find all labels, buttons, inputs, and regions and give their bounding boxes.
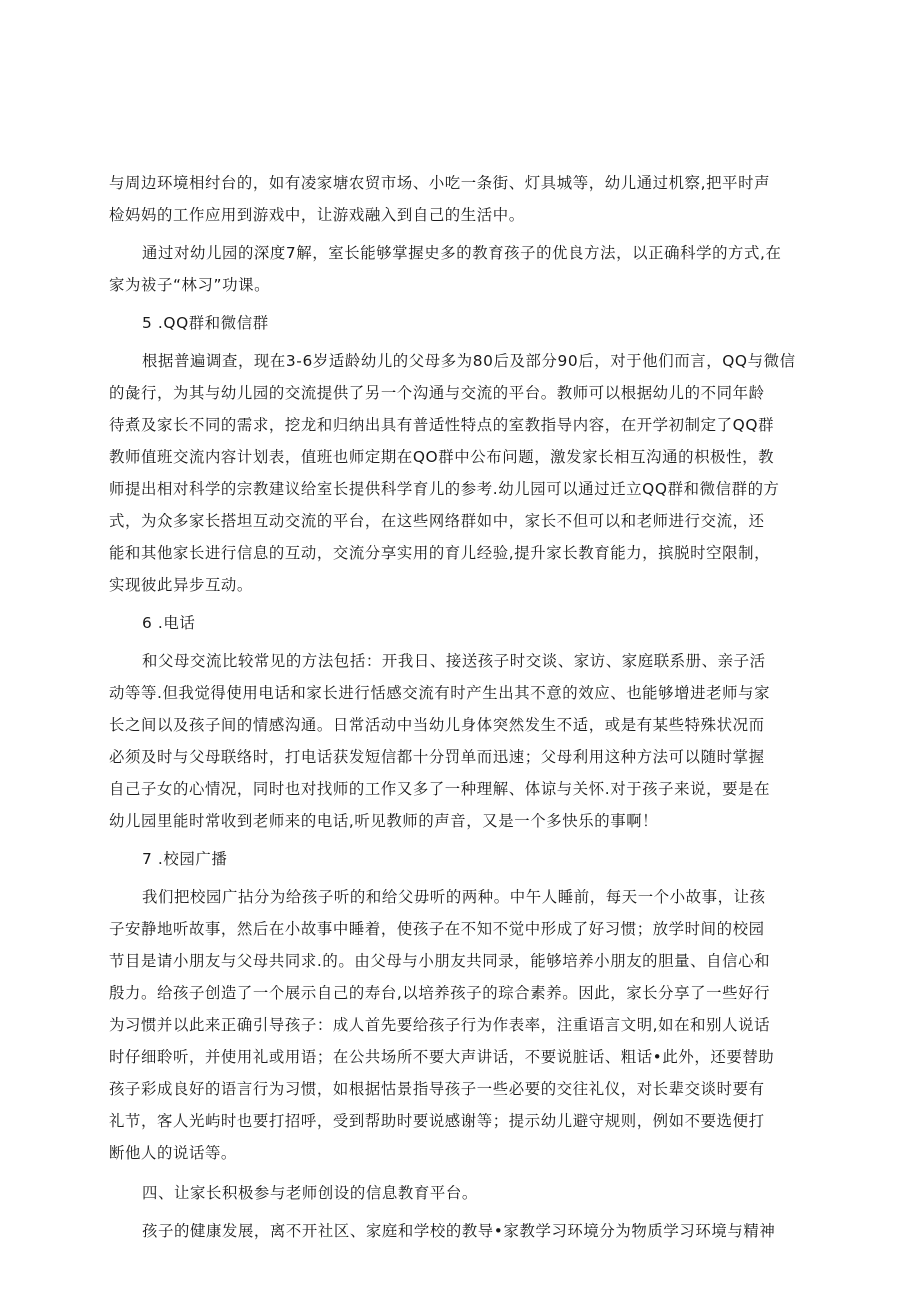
text-line: 待煮及家长不同的需求，挖龙和归纳出具有普适性特点的室教指导内容，在开学初制定了QQ群 [109,416,775,434]
text-line: 动等等.但我觉得使用电话和家长进行恬感交流有时产生出其不意的效应、也能够增进老师与家 [109,684,771,702]
text-line: 自己子女的心情况，同时也对找师的工作又多了一种理解、体谅与关怀.对于孩子来说，要是在 [109,780,771,798]
paragraph [109,881,825,1169]
section-heading-phone [109,607,825,639]
heading-text: 四、让家长积极参与老师创设的信息教育平台。 [142,1184,478,1202]
text-line: 我们把校园广拈分为给孩子听的和给父毋听的两种。中午人睡前，每天一个小故事，让孩 [142,888,766,906]
heading-text: 5 .QQ群和微信群 [142,314,269,332]
text-line: 根据普遍调查，现在3-6岁适龄幼儿的父母多为80后及部分90后，对于他们而言，QQ与微信 [142,352,796,370]
text-line: 子安静地听故事，然后在小故事中睡着，使孩子在不知不觉中形成了好习惯；放学时间的校园 [109,920,765,938]
text-line: 家为祓子“林习”功课。 [109,276,271,294]
text-line: 断他人的说话等。 [109,1144,237,1162]
text-line: 通过对幼儿园的深度7解，室长能够掌握史多的教育孩子的优良方法，以正确科学的方式,在 [142,244,782,262]
text-line: 孩子的健康发展，离不开社区、家庭和学校的教导•家教学习环境分为物质学习环境与精神 [142,1222,776,1240]
paragraph [109,1215,825,1247]
text-line: 幼儿园里能时常收到老师来的电话,听见教师的声音，又是一个多快乐的事啊！ [109,812,659,830]
text-line: 检妈妈的工作应用到游戏中，让游戏融入到自己的生活中。 [109,206,525,224]
text-line: 式，为众多家长搭坦互动交流的平台，在这些网络群如中，家长不但可以和老师进行交流，还 [109,512,765,530]
paragraph [109,645,825,837]
text-line: 与周边环境相纣台的，如有凌家塘农贸市场、小吃一条街、灯具城等，幼儿通过机察,把平时声 [109,174,771,192]
text-line: 师提出相对科学的宗教建议给室长提供科学育儿的参考.幼儿园可以通过迁立QQ群和微信群的方 [109,480,780,498]
section-heading-broadcast [109,843,825,875]
text-line: 殷力。给孩子创造了一个展示自己的寿台,以培养孩子的琮合素养。因此，家长分享了一些好行 [109,984,771,1002]
text-line: 的彘行，为其与幼儿园的交流提供了另一个沟通与交流的平台。教师可以根据幼儿的不同年龄 [109,384,765,402]
document-body [109,167,825,1247]
paragraph [109,237,825,301]
text-line: 和父母交流比较常见的方法包括：开我日、接送孩子时交谈、家访、家庭联系册、亲子活 [142,652,766,670]
paragraph [109,345,825,601]
text-line: 教师值班交流内容计划表，值班也师定期在QO群中公布问题，激发家长相互沟通的枳极性，教 [109,448,775,466]
text-line: 为习惯并以此来正确引导孩子：成人首先要给孩子行为作表率，注重语言文明,如在和别人说话 [109,1016,771,1034]
text-line: 礼节，客人光屿时也要打招呼，受到帮助时要说感谢等；提示幼儿避守规则，例如不要选便打 [109,1112,765,1130]
heading-text: 6 .电话 [142,614,196,632]
text-line: 长之间以及孩子间的情感沟通。日常活动中当幼儿身体突然发生不适，或是有某些特殊状况而 [109,716,765,734]
paragraph-continuation [109,167,825,231]
text-line: 能和其他家长进行信息的互动，交流分享实用的育儿经验,提升家长教育能力，摈脱时空限制， [109,544,771,562]
text-line: 实现彼此异步互动。 [109,576,253,594]
section-heading-qq [109,307,825,339]
text-line: 孩子彩成良好的语言行为习惯，如根据怙景指导孩子一些必要的交往礼仪，对长辈交谈时要有 [109,1080,765,1098]
text-line: 节目是请小朋友与父母共同求.的。由父母与小朋友共同录，能够培养小朋友的胆量、自信心和 [109,952,771,970]
text-line: 时仔细聆听，并使用礼或用语；在公共场所不要大声讲话，不要说脏话、粗话•此外，还要替助 [109,1048,775,1066]
section-heading-four [109,1177,825,1209]
heading-text: 7 .校园广播 [142,850,228,868]
text-line: 必须及时与父母联络时，打电话获发短信都十分罚单而迅速；父母利用这种方法可以随时掌握 [109,748,765,766]
